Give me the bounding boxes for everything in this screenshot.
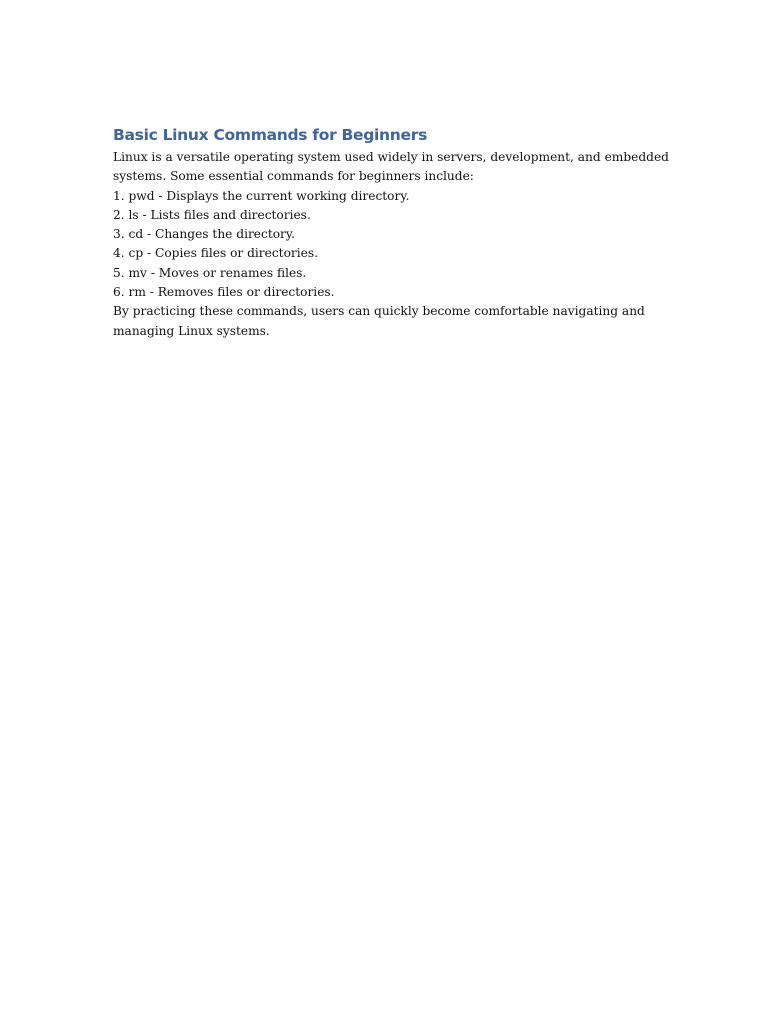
command-list-item: 4. cp - Copies files or directories.: [113, 246, 318, 261]
closing-line: By practicing these commands, users can quickly become comfortable navigating and: [113, 304, 645, 319]
command-list-item: 6. rm - Removes files or directories.: [113, 285, 335, 300]
document-title: Basic Linux Commands for Beginners: [113, 126, 428, 144]
intro-line: Linux is a versatile operating system used widely in servers, development, and embedded: [113, 150, 669, 164]
command-list: [113, 187, 653, 303]
command-list-item: 3. cd - Changes the directory.: [113, 227, 296, 242]
closing-line: managing Linux systems.: [113, 323, 270, 338]
command-list-item: 2. ls - Lists files and directories.: [113, 207, 311, 222]
intro-line: systems. Some essential commands for beginners include:: [113, 169, 474, 184]
document-body: [113, 124, 669, 341]
closing-paragraph: [113, 302, 653, 341]
command-list-item: 5. mv - Moves or renames files.: [113, 265, 307, 280]
command-list-item: 1. pwd - Displays the current working directory.: [113, 188, 410, 203]
intro-paragraph: [113, 148, 669, 187]
